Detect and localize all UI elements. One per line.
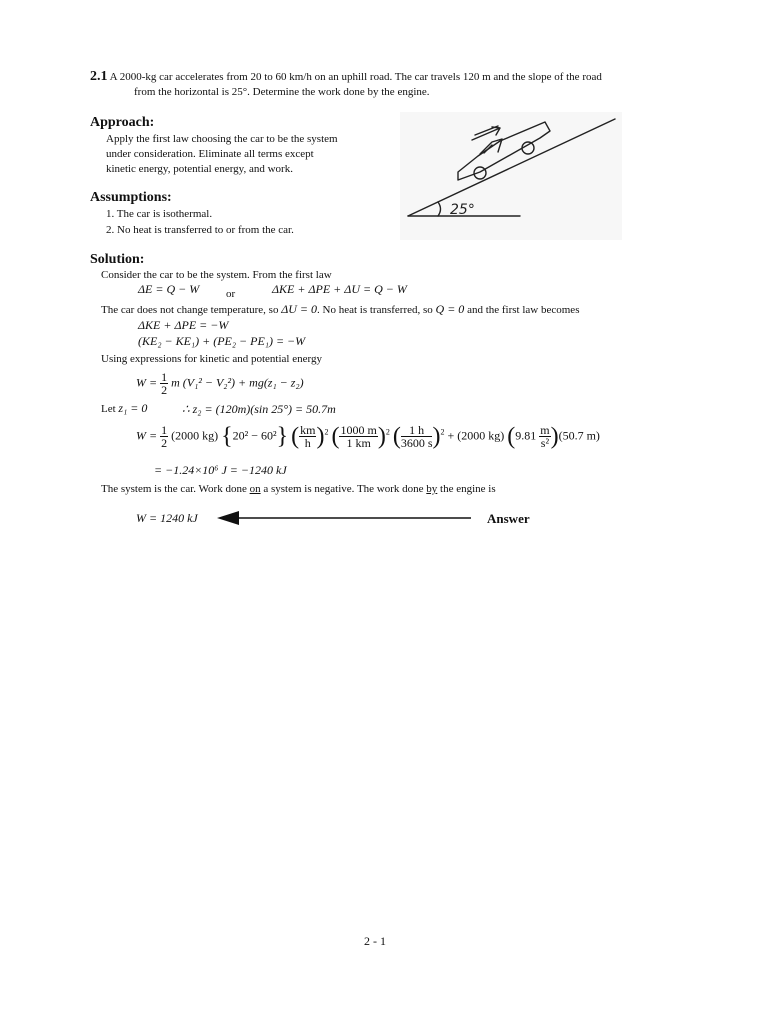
conclusion-text	[101, 483, 496, 496]
problem-number: 2.1	[90, 69, 108, 84]
assumption-2: 2. No heat is transferred to or from the car.	[106, 224, 294, 236]
work-symbol-2: W =	[136, 428, 158, 443]
final-work-value: W = 1240 kJ	[136, 511, 198, 525]
assumption-1: 1. The car is isothermal.	[106, 208, 213, 220]
page-number: 2 - 1	[364, 934, 386, 948]
solution-heading: Solution:	[90, 252, 145, 267]
using-expressions-text: Using expressions for kinetic and potential energy	[101, 353, 322, 365]
answer-label: Answer	[487, 511, 530, 526]
problem-line-2: from the horizontal is 25°. Determine the work done by the engine.	[134, 86, 430, 98]
first-law-equation: ΔE = Q − W	[138, 282, 200, 296]
temperature-text-a: The car does not change temperature, so	[101, 304, 279, 316]
height-term: (50.7 m)	[558, 428, 600, 443]
problem-line-1: A 2000-kg car accelerates from 20 to 60 km/h on an uphill road. The car travels 120 m and the slope of the road	[109, 71, 602, 83]
q-zero: Q = 0	[435, 302, 465, 316]
answer-arrow	[215, 509, 475, 527]
assumptions-heading: Assumptions:	[90, 190, 172, 205]
energy-equation: ΔKE + ΔPE = −W	[138, 318, 229, 332]
car-on-incline-figure	[400, 112, 622, 240]
or-word: or	[226, 288, 236, 300]
let-word: Let	[101, 403, 116, 415]
temperature-text-c: and the first law becomes	[467, 304, 580, 316]
z1-zero: z₁ = 0	[118, 401, 148, 415]
work-formula	[136, 371, 304, 396]
conclusion-by: by	[426, 483, 438, 495]
problem-statement	[90, 70, 602, 84]
m-per-s2-fraction: $\frac{m}{\text{s²}}$	[540, 423, 550, 450]
h-per-s-fraction: $\frac{1 h}{3600 s}$	[400, 423, 433, 450]
work-symbol: W =	[136, 375, 158, 390]
one-half-fraction-2: $\frac{1}{2}$	[161, 423, 168, 450]
potential-mass-term: + (2000 kg)	[447, 428, 505, 443]
height-calculation: ∴ z₂ = (120m)(sin 25°) = 50.7m	[182, 402, 336, 416]
conclusion-part-b: a system is negative. The work done	[263, 483, 424, 495]
conclusion-part-a: The system is the car. Work done	[101, 483, 247, 495]
approach-line-3: kinetic energy, potential energy, and work.	[106, 163, 293, 175]
let-statement	[101, 402, 147, 416]
expanded-first-law-equation: ΔKE + ΔPE + ΔU = Q − W	[272, 282, 407, 296]
velocity-squared-term: 20² − 60²	[232, 428, 277, 443]
approach-line-2: under consideration. Eliminate all terms except	[106, 148, 314, 160]
gravity-value: 9.81	[515, 428, 537, 443]
work-formula-rest: m (V₁² − V₂²) + mg(z₁ − z₂)	[171, 375, 304, 390]
work-result: = −1.24×10⁶ J = −1240 kJ	[154, 463, 287, 477]
temperature-text-b: . No heat is transferred, so	[317, 304, 433, 316]
conclusion-part-c: the engine is	[440, 483, 496, 495]
one-half-fraction: $\frac{1}{2}$	[161, 370, 168, 397]
km-per-h-fraction: $\frac{km}{h}$	[300, 423, 316, 450]
delta-u-zero: ΔU = 0	[281, 302, 318, 316]
energy-difference-equation: (KE₂ − KE₁) + (PE₂ − PE₁) = −W	[138, 334, 306, 348]
m-per-km-fraction: $\frac{1000 m}{1 km}$	[340, 423, 377, 450]
mass-term: (2000 kg)	[171, 428, 219, 443]
conclusion-on: on	[249, 483, 261, 495]
temperature-statement	[101, 303, 579, 317]
approach-heading: Approach:	[90, 115, 155, 130]
work-calculation: W = $\frac{1}{2}$ (2000 kg) {20² − 60²} ( $\frac{km}{h}$ )$^2$ ( $\frac{1000 m}{1 km}$ )$^2$ ( $\frac{1 h}{3600 s}$ )$^2$ + (2000 kg) (9.81 $\frac{m}{\text{s²}}$ )(50.7 m)	[136, 423, 600, 450]
approach-line-1: Apply the first law choosing the car to be the system	[106, 133, 338, 145]
solution-intro: Consider the car to be the system. From the first law	[101, 269, 332, 281]
angle-label: 25°	[450, 202, 475, 218]
